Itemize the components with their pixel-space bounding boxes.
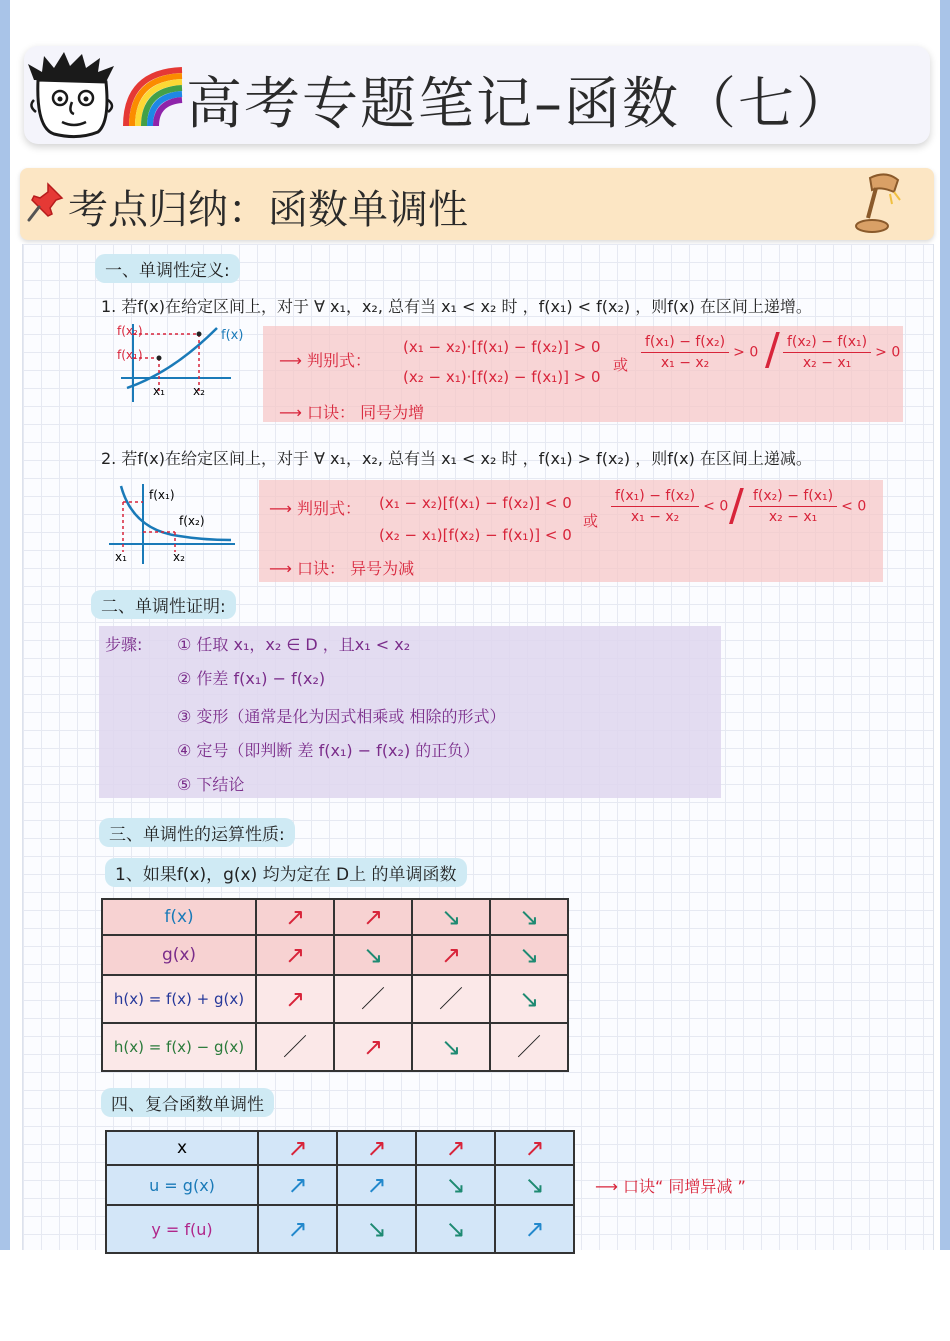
trend-cell [334, 899, 412, 935]
notes-paper [22, 244, 934, 1250]
increasing-judge-label: ⟶ 判别式： [279, 351, 372, 370]
composite-function-header: 四、复合函数单调性 [101, 1088, 274, 1117]
trend-cell [337, 1131, 416, 1165]
trend-arrow: ↗ [284, 941, 306, 969]
trend-cell [490, 975, 568, 1023]
trend-cell [490, 935, 568, 975]
proof-step: ⑤ 下结论 [177, 775, 245, 794]
trend-arrow: ／ [361, 985, 385, 1013]
trend-arrow: ／ [439, 985, 463, 1013]
trend-cell [495, 1205, 574, 1253]
trend-arrow: ↘ [445, 1215, 466, 1243]
proof-step: ③ 变形（通常是化为因式相乘或 相除的形式） [177, 707, 506, 726]
rainbow-icon [122, 66, 186, 128]
trend-arrow: ↗ [524, 1134, 545, 1162]
decreasing-mnemonic: ⟶ 口诀： 异号为减 [269, 559, 415, 578]
graph-label: f(x₁) [117, 348, 143, 362]
cartoon-face-icon [24, 50, 120, 142]
operation-subheader: 1、如果f(x)，g(x) 均为定在 D上 的单调函数 [105, 858, 467, 887]
table-row [102, 935, 568, 975]
trend-cell [256, 935, 334, 975]
row-label: y = f(u) [106, 1205, 258, 1253]
trend-arrow: ↗ [440, 941, 462, 969]
trend-cell [495, 1165, 574, 1205]
decreasing-formula-1: (x₁ − x₂)[f(x₁) − f(x₂)] < 0 [379, 494, 572, 512]
steps-label: 步骤: [105, 635, 143, 654]
row-label: u = g(x) [106, 1165, 258, 1205]
trend-arrow: ↘ [366, 1215, 387, 1243]
trend-cell [334, 975, 412, 1023]
trend-arrow: ↘ [440, 903, 462, 931]
row-label: h(x) = f(x) − g(x) [102, 1023, 256, 1071]
operation-table [101, 898, 569, 1072]
increasing-mnemonic: ⟶ 口诀： 同号为增 [279, 403, 425, 422]
graph-label: f(x₁) [149, 488, 175, 502]
trend-arrow: ↗ [287, 1171, 308, 1199]
trend-arrow: ↗ [524, 1215, 545, 1243]
pushpin-icon [26, 180, 66, 224]
proof-step: ④ 定号（即判断 差 f(x₁) − f(x₂) 的正负） [177, 741, 480, 760]
trend-cell [412, 935, 490, 975]
trend-cell [490, 899, 568, 935]
graph-label: f(x₂) [117, 324, 143, 338]
proof-step: ① 任取 x₁，x₂ ∈ D ，且x₁ < x₂ [177, 635, 411, 654]
table-row [106, 1165, 574, 1205]
trend-arrow: ／ [517, 1033, 541, 1061]
trend-cell [412, 1023, 490, 1071]
left-border-strip [0, 0, 10, 1250]
trend-cell [412, 899, 490, 935]
graph-label: x₂ [193, 384, 205, 398]
trend-cell [258, 1165, 337, 1205]
graph-label: x₂ [173, 550, 185, 564]
trend-cell [495, 1131, 574, 1165]
increasing-formula-1: (x₁ − x₂)·[f(x₁) − f(x₂)] > 0 [403, 338, 601, 356]
row-label: h(x) = f(x) + g(x) [102, 975, 256, 1023]
desk-lamp-icon [850, 170, 906, 236]
trend-arrow: ↘ [445, 1171, 466, 1199]
increasing-fraction-1: $\frac{\text{f(x₁) − f(x₂)}}{\text{x₁ − x₂}}$ > 0 [637, 334, 758, 371]
trend-cell [416, 1165, 495, 1205]
trend-arrow: ↗ [362, 903, 384, 931]
proof-step: ② 作差 f(x₁) − f(x₂) [177, 669, 326, 688]
increasing-fraction-2: $\frac{\text{f(x₂) − f(x₁)}}{\text{x₂ − x₁}}$ > 0 [779, 334, 900, 371]
right-border-strip [940, 0, 950, 1250]
or-label: 或 [613, 356, 629, 374]
trend-cell [337, 1205, 416, 1253]
page-title: 高考专题笔记–函数（七） [186, 72, 854, 137]
trend-arrow: ↗ [445, 1134, 466, 1162]
trend-arrow: ↗ [366, 1171, 387, 1199]
graph-label: f(x) [221, 328, 244, 343]
graph-label: x₁ [115, 550, 127, 564]
trend-arrow: ↗ [287, 1134, 308, 1162]
trend-arrow: ↘ [362, 941, 384, 969]
row-label: x [106, 1131, 258, 1165]
trend-cell [258, 1131, 337, 1165]
row-label: g(x) [102, 935, 256, 975]
decreasing-formula-2: (x₂ − x₁)[f(x₂) − f(x₁)] < 0 [379, 526, 572, 544]
trend-cell [412, 975, 490, 1023]
trend-arrow: ↘ [524, 1171, 545, 1199]
trend-arrow: ↗ [284, 903, 306, 931]
trend-cell [416, 1205, 495, 1253]
table-row [102, 899, 568, 935]
table-row [102, 975, 568, 1023]
composite-table [105, 1130, 575, 1254]
trend-arrow: ↗ [366, 1134, 387, 1162]
trend-arrow: ↗ [284, 985, 306, 1013]
trend-cell [256, 975, 334, 1023]
trend-arrow: ↗ [287, 1215, 308, 1243]
trend-arrow: ↗ [362, 1033, 384, 1061]
trend-cell [258, 1205, 337, 1253]
separator-slash: / [765, 324, 780, 375]
trend-arrow: ↘ [518, 903, 540, 931]
composite-mnemonic: ⟶ 口诀“ 同增异减 ” [595, 1177, 746, 1196]
trend-cell [256, 899, 334, 935]
graph-label: f(x₂) [179, 514, 205, 528]
trend-cell [337, 1165, 416, 1205]
table-row [102, 1023, 568, 1071]
trend-cell [334, 935, 412, 975]
trend-arrow: ↘ [518, 941, 540, 969]
proof-header: 二、单调性证明: [91, 590, 236, 619]
table-row [106, 1205, 574, 1253]
table-row [106, 1131, 574, 1165]
operation-properties-header: 三、单调性的运算性质: [99, 818, 295, 847]
trend-arrow: ↘ [518, 985, 540, 1013]
decreasing-fraction-1: $\frac{\text{f(x₁) − f(x₂)}}{\text{x₁ − x₂}}$ < 0 [607, 488, 728, 525]
trend-cell [490, 1023, 568, 1071]
definition-header: 一、单调性定义: [95, 254, 240, 283]
decreasing-fraction-2: $\frac{\text{f(x₂) − f(x₁)}}{\text{x₂ − x₁}}$ < 0 [745, 488, 866, 525]
increasing-statement: 1. 若f(x)在给定区间上，对于 ∀ x₁，x₂, 总有当 x₁ < x₂ 时 ，f(x₁) < f(x₂) ，则f(x) 在区间上递增。 [101, 297, 812, 316]
or-label: 或 [583, 512, 599, 530]
section-title: 考点归纳：函数单调性 [68, 187, 468, 233]
trend-cell [256, 1023, 334, 1071]
trend-cell [416, 1131, 495, 1165]
title-bar [24, 46, 930, 144]
section-bar [20, 168, 934, 240]
trend-arrow: ／ [283, 1033, 307, 1061]
trend-cell [334, 1023, 412, 1071]
trend-arrow: ↘ [440, 1033, 462, 1061]
separator-slash: / [729, 480, 744, 531]
row-label: f(x) [102, 899, 256, 935]
increasing-formula-2: (x₂ − x₁)·[f(x₂) − f(x₁)] > 0 [403, 368, 601, 386]
graph-label: x₁ [153, 384, 165, 398]
decreasing-judge-label: ⟶ 判别式： [269, 499, 362, 518]
decreasing-statement: 2. 若f(x)在给定区间上，对于 ∀ x₁，x₂, 总有当 x₁ < x₂ 时 ，f(x₁) > f(x₂) ，则f(x) 在区间上递减。 [101, 449, 812, 468]
